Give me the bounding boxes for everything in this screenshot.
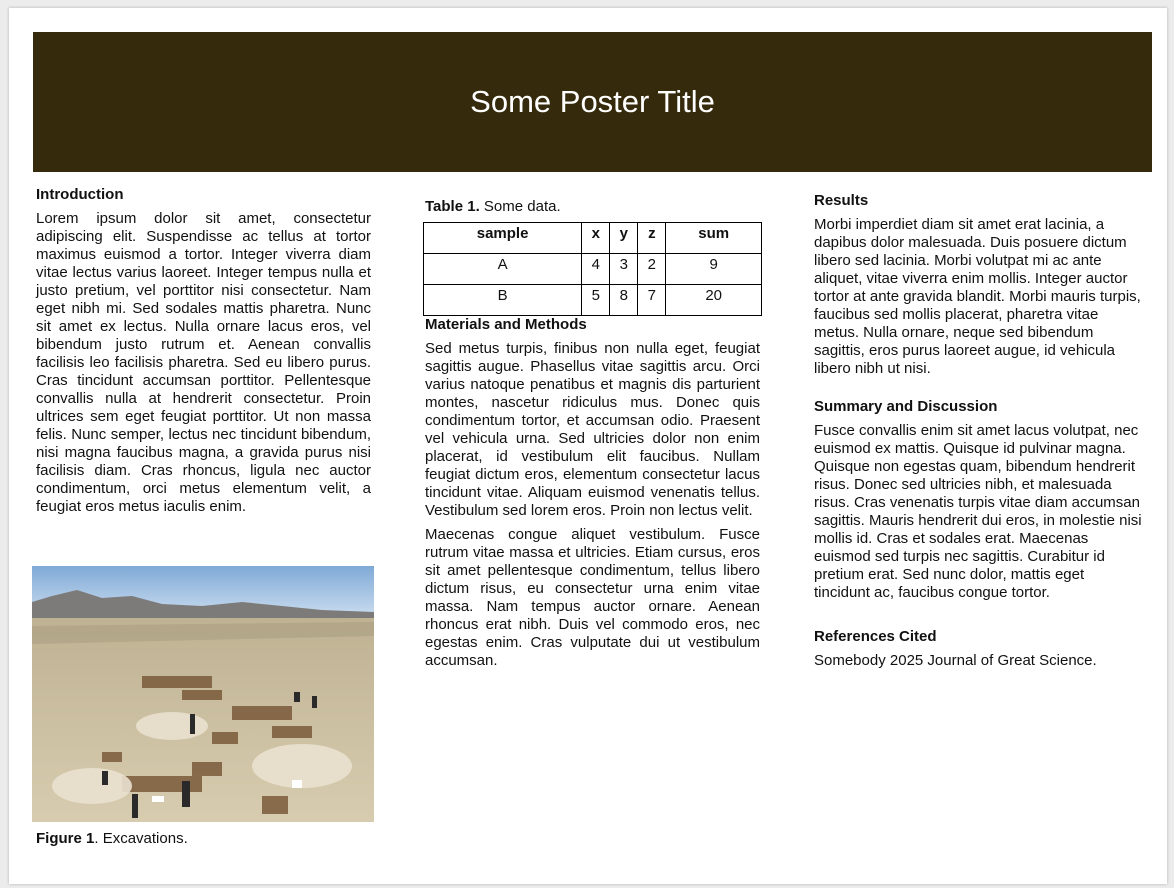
table-header-cell: x — [582, 223, 610, 254]
methods-paragraph: Sed metus turpis, finibus non nulla eget, feugiat sagittis augue. Phasellus vitae sagittis arcu. Orci varius natoque penatibus et magnis dis parturient montes, nascetur ridiculus mus. Donec quis condimentum tortor, et accumsan odio. Praesent vel vehicula urna. Sed ultricies dolor non enim placerat, id vestibulum elit faucibus. Nullam feugiat dictum eros, elementum consectetur lacus tincidunt vitae. Aliquam euismod venenatis tellus. Vestibulum sed lorem eros. Proin non lectus velit. — [425, 340, 760, 519]
table-cell: 9 — [666, 254, 762, 285]
table-cell: 2 — [638, 254, 666, 285]
table-header-cell: sample — [424, 223, 582, 254]
figure-caption-text: . Excavations. — [94, 830, 188, 847]
table-cell: 8 — [610, 285, 638, 316]
table-cell: 4 — [582, 254, 610, 285]
results-text: Morbi imperdiet diam sit amet erat lacinia, a dapibus dolor malesuada. Duis posuere dictum libero sed lacinia. Morbi volutpat mi ac ante aliquet, vitae viverra enim mollis. Integer auctor tortor at ante gravida blandit. Morbi mauris turpis, faucibus sed mollis placerat, pharetra vitae metus. Nulla ornare, neque sed bibendum sagittis, eros purus laoreet augue, id vehicula libero nibh ut nisi. — [814, 216, 1141, 377]
table-header-cell: z — [638, 223, 666, 254]
discussion-text: Fusce convallis enim sit amet lacus volutpat, nec euismod ex mattis. Quisque id pulvinar magna. Quisque non egestas quam, bibendum hendrerit risus. Donec sed ultricies nibh, et malesuada risus. Cras venenatis turpis vitae diam accumsan sagittis. Mauris hendrerit dui eros, in molestie nisi mollis id. Cras et sodales erat. Maecenas euismod sed turpis nec sagittis. Curabitur id pretium erat. Sed nunc dolor, mattis eget tincidunt ac, faucibus congue tortor. — [814, 422, 1142, 601]
references-text: Somebody 2025 Journal of Great Science. — [814, 652, 1097, 669]
right-column — [814, 192, 1144, 676]
table-caption — [425, 198, 760, 216]
figure-caption — [36, 830, 188, 847]
table-cell: A — [424, 254, 582, 285]
figure-label: Figure 1 — [36, 830, 95, 847]
data-table — [423, 222, 762, 316]
table-row — [424, 285, 762, 316]
excavation-photo-icon — [32, 566, 374, 822]
references-heading: References Cited — [814, 628, 937, 645]
table-cell: 5 — [582, 285, 610, 316]
results-heading: Results — [814, 192, 869, 209]
introduction-heading: Introduction — [36, 186, 124, 203]
methods-paragraph: Maecenas congue aliquet vestibulum. Fusce rutrum vitae massa et ultricies. Etiam cursus, eros sit amet pellentesque condimentum, tellus libero dictum risus, eu consectetur urna enim vitae massa. Nam tempus auctor ornare. Aenean rhoncus erat nibh. Duis vel commodo eros, nec egestas enim. Cras vulputate dui ut vestibulum accumsan. — [425, 526, 760, 669]
table-cell: 7 — [638, 285, 666, 316]
table-cell: 3 — [610, 254, 638, 285]
table-row — [424, 254, 762, 285]
poster-title: Some Poster Title — [470, 84, 715, 119]
table-cell: 20 — [666, 285, 762, 316]
middle-column — [425, 198, 760, 676]
introduction-text: Lorem ipsum dolor sit amet, consectetur adipiscing elit. Suspendisse ac tellus at tortor maximus euismod a tortor. Integer viverra diam vitae lectus varius laoreet. Integer tempus nulla et justo pretium, vel porttitor nisi consectetur. Nam eget nibh mi. Sed sodales mattis pharetra. Nunc sit amet ex lectus. Nulla ornare lacus eros, vel bibendum justo rutrum et. Aenean convallis facilisis leo facilisis pharetra. Sed eu libero purus. Cras tincidunt accumsan porttitor. Pellentesque convallis nulla at hendrerit consectetur. Proin ultrices sem eget feugiat porttitor. Ut non massa felis. Nunc semper, lectus nec tincidunt bibendum, nisi magna faucibus magna, a gravida purus nisi facilisis diam. Cras rhoncus, ligula nec auctor condimentum, orci metus elementum velit, a feugiat eros metus iaculis enim. — [36, 210, 371, 515]
table-header-cell: y — [610, 223, 638, 254]
table-header-row — [424, 223, 762, 254]
discussion-heading: Summary and Discussion — [814, 398, 998, 415]
introduction-section — [36, 186, 371, 522]
figure-image — [32, 566, 374, 822]
methods-heading: Materials and Methods — [425, 316, 587, 333]
table-header-cell: sum — [666, 223, 762, 254]
table-caption-text: Some data. — [479, 198, 561, 215]
table-label: Table 1. — [425, 198, 480, 215]
title-banner — [33, 32, 1152, 172]
table-cell: B — [424, 285, 582, 316]
